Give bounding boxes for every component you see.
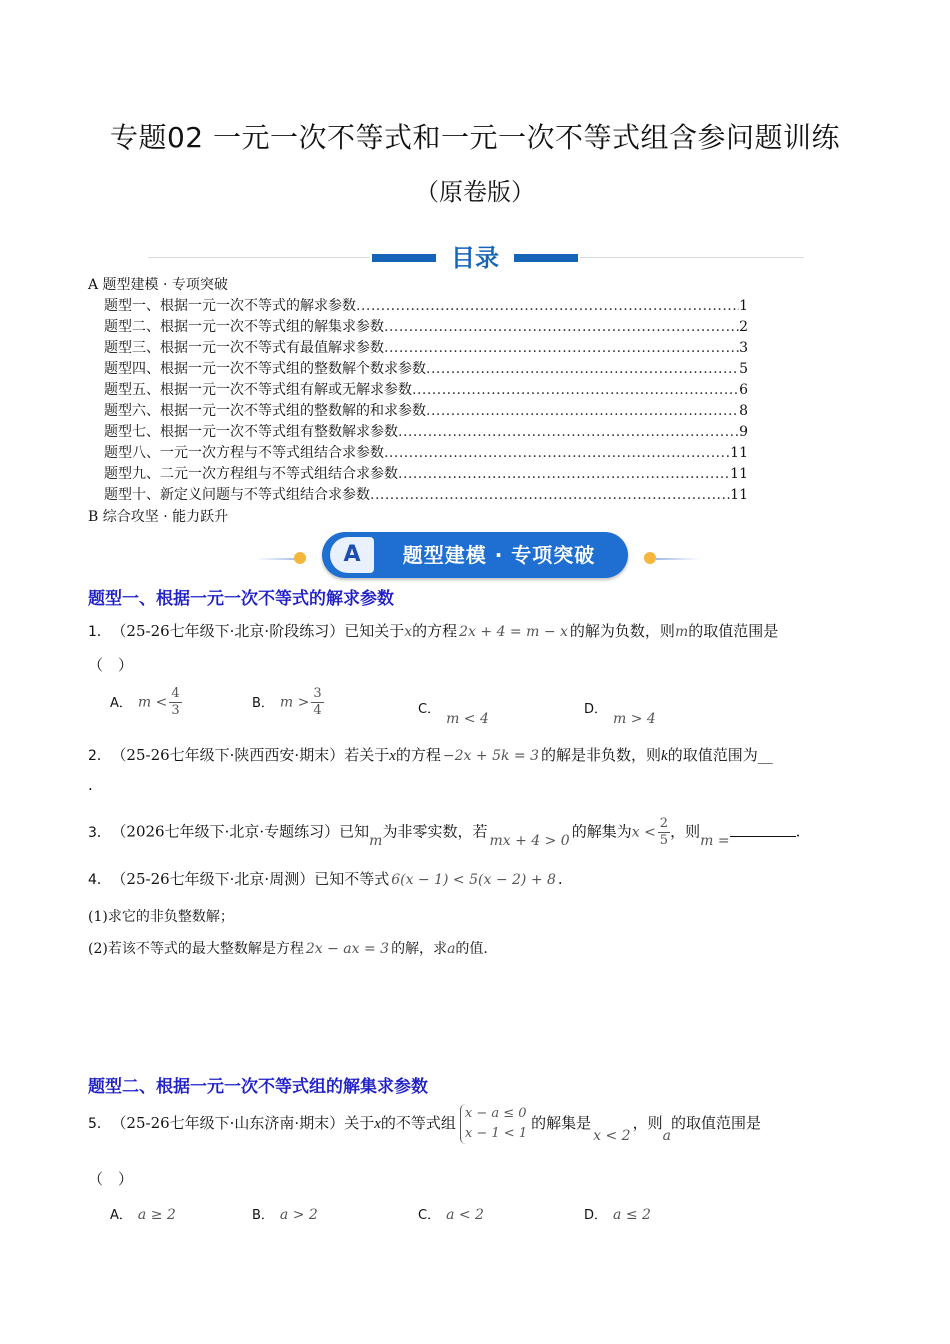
toc-dots bbox=[398, 424, 739, 440]
question-text: ，则 bbox=[632, 1114, 663, 1132]
math-expr: m = bbox=[700, 832, 730, 849]
toc-item[interactable] bbox=[104, 400, 748, 420]
math-expr: x < 2 bbox=[593, 1128, 631, 1144]
question-text: 的方程 bbox=[412, 622, 458, 640]
toc-item[interactable] bbox=[104, 421, 748, 441]
question-text: (2)若该不等式的最大整数解是方程 bbox=[88, 941, 304, 957]
answer-paren: （ ） bbox=[88, 1170, 134, 1188]
math-var: x bbox=[404, 624, 413, 640]
question-2 bbox=[88, 744, 773, 765]
option-d[interactable] bbox=[584, 698, 656, 727]
question-source: （25-26七年级下·北京·阶段练习） bbox=[118, 622, 345, 640]
question-number: 2． bbox=[88, 748, 111, 764]
toc-dots bbox=[384, 319, 739, 335]
question-text: 的方程 bbox=[395, 746, 441, 764]
banner-badge: A bbox=[330, 537, 374, 573]
question-1 bbox=[88, 620, 778, 641]
math-equation: 2x + 4 = m − x bbox=[459, 624, 568, 640]
toc-section-a[interactable]: A 题型建模 · 专项突破 bbox=[88, 277, 228, 293]
math-inequality: mx + 4 > 0 bbox=[489, 832, 570, 849]
question-text: 若关于 bbox=[344, 746, 390, 764]
toc-item[interactable] bbox=[104, 463, 748, 483]
question-text: 为非零实数，若 bbox=[382, 822, 488, 841]
fraction-denominator: 4 bbox=[313, 703, 322, 718]
toc-divider-right bbox=[580, 257, 804, 258]
toc-item-label: 题型九、二元一次方程组与不等式组结合求参数 bbox=[104, 466, 398, 482]
toc-item-label: 题型八、一元一次方程与不等式组结合求参数 bbox=[104, 445, 384, 461]
math-expr: m < 4 bbox=[446, 711, 489, 727]
question-number: 5． bbox=[88, 1116, 111, 1132]
fraction-numerator: 2 bbox=[659, 816, 669, 831]
question-4-part-1: (1)求它的非负整数解； bbox=[88, 909, 234, 925]
option-label: D． bbox=[584, 1208, 608, 1223]
fraction-numerator: 3 bbox=[313, 686, 322, 701]
toc-item-page: 8 bbox=[739, 403, 748, 419]
toc-dots bbox=[384, 340, 739, 356]
toc-item-label: 题型四、根据一元一次不等式组的整数解个数求参数 bbox=[104, 361, 426, 377]
question-text: 的解，求 bbox=[391, 941, 448, 957]
option-label: A． bbox=[110, 1208, 132, 1223]
question-source: （2026七年级下·北京·专题练习） bbox=[118, 822, 340, 841]
toc-item-label: 题型五、根据一元一次不等式组有解或无解求参数 bbox=[104, 382, 412, 398]
toc-item-page: 9 bbox=[739, 424, 748, 440]
toc-item[interactable] bbox=[104, 442, 748, 462]
math-fraction bbox=[311, 686, 323, 719]
toc-item-label: 题型一、根据一元一次不等式的解求参数 bbox=[104, 298, 356, 314]
math-equation: −2x + 5k = 3 bbox=[442, 748, 539, 764]
section-heading: 题型一、根据一元一次不等式的解求参数 bbox=[88, 589, 394, 609]
toc-bar-left bbox=[372, 254, 436, 262]
toc-dots bbox=[426, 403, 739, 419]
answer-paren: （ ） bbox=[88, 656, 134, 674]
math-expr: a ≥ 2 bbox=[137, 1207, 176, 1223]
toc-dots bbox=[384, 445, 730, 461]
math-expr: a > 2 bbox=[279, 1207, 318, 1223]
math-fraction bbox=[658, 816, 670, 849]
question-source: （25-26七年级下·陕西西安·期末） bbox=[118, 746, 345, 764]
toc-item-page: 5 bbox=[739, 361, 748, 377]
document-title: 专题02 一元一次不等式和一元一次不等式组含参问题训练 bbox=[109, 121, 841, 154]
toc-dots bbox=[426, 361, 739, 377]
toc-item[interactable] bbox=[104, 337, 748, 357]
inequality-system bbox=[460, 1104, 527, 1144]
question-source: （25-26七年级下·北京·周测） bbox=[118, 870, 315, 888]
question-4-part-2 bbox=[88, 938, 488, 958]
answer-blank[interactable]: __ bbox=[757, 746, 773, 764]
banner-dot-left bbox=[294, 552, 306, 564]
option-label: C． bbox=[418, 702, 441, 717]
question-2-end: . bbox=[88, 776, 93, 794]
toc-label: 目录 bbox=[451, 244, 499, 272]
toc-bar-right bbox=[514, 254, 578, 262]
question-text: 的不等式组 bbox=[380, 1114, 456, 1132]
question-number: 3． bbox=[88, 824, 111, 841]
question-text: ，则 bbox=[670, 822, 701, 841]
toc-item-page: 11 bbox=[730, 466, 748, 482]
toc-item-label: 题型七、根据一元一次不等式组有整数解求参数 bbox=[104, 424, 398, 440]
toc-item-page: 2 bbox=[739, 319, 748, 335]
toc-dots bbox=[356, 298, 739, 314]
option-label: A． bbox=[110, 695, 132, 711]
question-text: 的解是非负数，则 bbox=[541, 746, 662, 764]
section-heading: 题型二、根据一元一次不等式组的解集求参数 bbox=[88, 1077, 428, 1097]
math-var: x bbox=[389, 748, 396, 764]
option-label: B． bbox=[252, 1208, 274, 1223]
question-3 bbox=[88, 816, 800, 849]
option-c[interactable] bbox=[418, 698, 489, 727]
question-source: （25-26七年级下·山东济南·期末） bbox=[118, 1114, 345, 1132]
math-expr: m < bbox=[137, 694, 168, 711]
question-text: 的解集为 bbox=[571, 822, 632, 841]
option-b[interactable] bbox=[252, 1204, 318, 1223]
banner-text: 题型建模 · 专项突破 bbox=[402, 543, 596, 567]
math-expr: a ≤ 2 bbox=[613, 1207, 651, 1223]
question-text: . bbox=[557, 870, 563, 888]
question-text: 已知 bbox=[339, 822, 370, 841]
toc-dots bbox=[412, 382, 739, 398]
math-inequality: 6(x − 1) < 5(x − 2) + 8 bbox=[391, 872, 556, 888]
option-c[interactable] bbox=[418, 1204, 484, 1223]
toc-item[interactable] bbox=[104, 316, 748, 336]
answer-blank[interactable] bbox=[730, 824, 796, 837]
math-expr: a < 2 bbox=[446, 1207, 484, 1223]
math-expr: m > 4 bbox=[613, 711, 656, 727]
question-4 bbox=[88, 868, 563, 889]
toc-item-page: 3 bbox=[739, 340, 748, 356]
toc-item-label: 题型六、根据一元一次不等式组的整数解的和求参数 bbox=[104, 403, 426, 419]
toc-item[interactable] bbox=[104, 295, 748, 315]
system-line: x − a ≤ 0 bbox=[464, 1106, 527, 1121]
question-text: 关于 bbox=[344, 1114, 375, 1132]
option-d[interactable] bbox=[584, 1204, 651, 1223]
question-text: . bbox=[795, 822, 801, 841]
math-var: k bbox=[661, 748, 668, 764]
toc-divider-left bbox=[148, 257, 370, 258]
question-5 bbox=[88, 1104, 761, 1144]
banner-dot-right bbox=[644, 552, 656, 564]
question-text: 的解集是 bbox=[531, 1114, 592, 1132]
document-subtitle: （原卷版） bbox=[415, 178, 535, 206]
system-line: x − 1 < 1 bbox=[464, 1126, 528, 1141]
math-fraction bbox=[169, 686, 181, 719]
math-expr: m > bbox=[279, 694, 310, 711]
math-var: a bbox=[662, 1128, 671, 1144]
question-text: 的取值范围为 bbox=[667, 746, 758, 764]
question-number: 4． bbox=[88, 872, 111, 888]
toc-item-page: 11 bbox=[730, 445, 748, 461]
math-var: a bbox=[447, 941, 456, 957]
fraction-denominator: 5 bbox=[659, 833, 669, 848]
math-equation: 2x − ax = 3 bbox=[305, 941, 390, 957]
question-text: 的取值范围是 bbox=[688, 622, 779, 640]
toc-item[interactable] bbox=[104, 358, 748, 378]
toc-item-page: 1 bbox=[739, 298, 748, 314]
math-expr: x < bbox=[631, 824, 656, 841]
math-var: x bbox=[374, 1116, 381, 1132]
question-text: 已知不等式 bbox=[314, 870, 390, 888]
question-text: 已知关于 bbox=[344, 622, 405, 640]
option-a[interactable] bbox=[110, 686, 182, 719]
fraction-numerator: 4 bbox=[171, 686, 180, 701]
math-var: m bbox=[674, 624, 689, 640]
toc-section-b[interactable]: B 综合攻坚 · 能力跃升 bbox=[88, 509, 229, 525]
question-text: 的值. bbox=[455, 941, 488, 957]
question-number: 1． bbox=[88, 624, 111, 640]
toc-item[interactable] bbox=[104, 379, 748, 399]
option-b[interactable] bbox=[252, 686, 324, 719]
toc-item-label: 题型三、根据一元一次不等式有最值解求参数 bbox=[104, 340, 384, 356]
toc-item-label: 题型十、新定义问题与不等式组结合求参数 bbox=[104, 487, 370, 503]
banner-line-right bbox=[656, 558, 700, 560]
toc-item-page: 6 bbox=[739, 382, 748, 398]
toc-item-label: 题型二、根据一元一次不等式组的解集求参数 bbox=[104, 319, 384, 335]
toc-item-page: 11 bbox=[730, 487, 748, 503]
question-text: 的解为负数，则 bbox=[569, 622, 675, 640]
math-var: m bbox=[369, 832, 383, 849]
option-a[interactable] bbox=[110, 1204, 176, 1223]
toc-dots bbox=[398, 466, 730, 482]
question-text: 的取值范围是 bbox=[670, 1114, 761, 1132]
toc-item[interactable] bbox=[104, 484, 748, 504]
toc-dots bbox=[370, 487, 730, 503]
option-label: B． bbox=[252, 695, 274, 711]
option-label: C． bbox=[418, 1208, 441, 1223]
fraction-denominator: 3 bbox=[171, 703, 180, 718]
option-label: D． bbox=[584, 702, 608, 717]
